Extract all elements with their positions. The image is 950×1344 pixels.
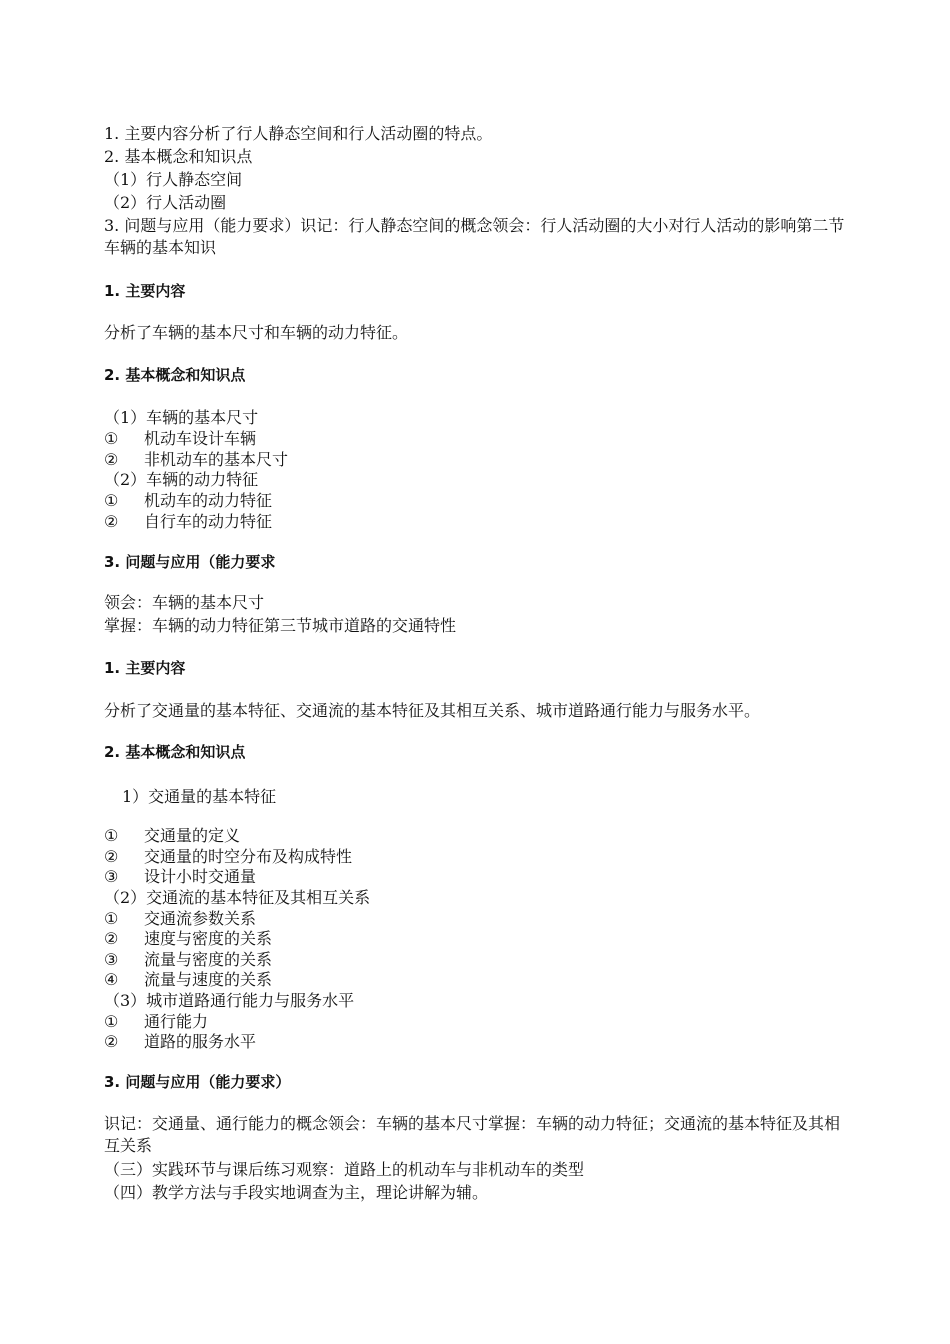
list-item-text: 机动车的动力特征 xyxy=(144,491,273,510)
section-heading: 3. 问题与应用（能力要求 xyxy=(104,553,276,571)
sub-item: （2）车辆的动力特征 xyxy=(104,470,259,489)
sub-item: 1）交通量的基本特征 xyxy=(122,787,277,806)
list-item xyxy=(104,1012,208,1032)
list-marker: ① xyxy=(104,1012,119,1031)
list-item: 1. 主要内容分析了行人静态空间和行人活动圈的特点。 xyxy=(104,124,493,143)
section-heading: 1. 主要内容 xyxy=(104,282,186,300)
section-heading: 1. 主要内容 xyxy=(104,659,186,677)
list-marker: ① xyxy=(104,491,119,510)
paragraph: 识记：交通量、通行能力的概念领会：车辆的基本尺寸掌握：车辆的动力特征；交通流的基本特征及其相互关系 xyxy=(104,1114,841,1155)
list-item xyxy=(104,929,272,949)
section-heading: 3. 问题与应用（能力要求） xyxy=(104,1073,291,1091)
list-item xyxy=(104,867,256,887)
list-item-text: 交通量的时空分布及构成特性 xyxy=(144,847,353,866)
list-marker: ① xyxy=(104,909,119,928)
list-marker: ④ xyxy=(104,970,119,989)
section-heading: 2. 基本概念和知识点 xyxy=(104,743,246,761)
list-item-text: 速度与密度的关系 xyxy=(144,929,273,948)
paragraph: 分析了车辆的基本尺寸和车辆的动力特征。 xyxy=(104,323,409,342)
list-item xyxy=(104,1032,256,1052)
sub-item: （1）车辆的基本尺寸 xyxy=(104,408,259,427)
list-item-text: 流量与密度的关系 xyxy=(144,950,273,969)
list-item-text: 自行车的动力特征 xyxy=(144,512,273,531)
list-marker: ② xyxy=(104,450,119,469)
list-item xyxy=(104,909,256,929)
list-item-text: 交通流参数关系 xyxy=(144,909,257,928)
paragraph: 分析了交通量的基本特征、交通流的基本特征及其相互关系、城市道路通行能力与服务水平。 xyxy=(104,701,761,720)
list-item-text: 设计小时交通量 xyxy=(144,867,257,886)
list-marker: ① xyxy=(104,429,119,448)
list-item-text: 非机动车的基本尺寸 xyxy=(144,450,289,469)
paragraph: （四）教学方法与手段实地调查为主，理论讲解为辅。 xyxy=(104,1183,489,1202)
list-item xyxy=(104,491,272,511)
list-item-text: 交通量的定义 xyxy=(144,826,241,845)
sub-item: （2）交通流的基本特征及其相互关系 xyxy=(104,888,371,907)
list-item xyxy=(104,429,256,449)
sub-item: （2）行人活动圈 xyxy=(104,193,227,212)
list-marker: ② xyxy=(104,1032,119,1051)
list-item xyxy=(104,970,272,990)
list-item-text: 流量与速度的关系 xyxy=(144,970,273,989)
list-item xyxy=(104,512,272,532)
list-marker: ③ xyxy=(104,867,119,886)
list-item: 2. 基本概念和知识点 xyxy=(104,147,253,166)
list-marker: ③ xyxy=(104,950,119,969)
paragraph: 3. 问题与应用（能力要求）识记：行人静态空间的概念领会：行人活动圈的大小对行人活动的影响第二节车辆的基本知识 xyxy=(104,216,845,257)
paragraph: 领会：车辆的基本尺寸 xyxy=(104,593,265,612)
list-item-text: 通行能力 xyxy=(144,1012,209,1031)
paragraph: （三）实践环节与课后练习观察：道路上的机动车与非机动车的类型 xyxy=(104,1160,585,1179)
list-item xyxy=(104,450,288,470)
list-marker: ② xyxy=(104,929,119,948)
list-item xyxy=(104,950,272,970)
section-heading: 2. 基本概念和知识点 xyxy=(104,366,246,384)
list-item-text: 机动车设计车辆 xyxy=(144,429,257,448)
list-item xyxy=(104,826,240,846)
paragraph: 掌握：车辆的动力特征第三节城市道路的交通特性 xyxy=(104,616,457,635)
sub-item: （1）行人静态空间 xyxy=(104,170,243,189)
list-marker: ② xyxy=(104,847,119,866)
list-item xyxy=(104,847,352,867)
sub-item: （3）城市道路通行能力与服务水平 xyxy=(104,991,355,1010)
list-marker: ① xyxy=(104,826,119,845)
list-marker: ② xyxy=(104,512,119,531)
list-item-text: 道路的服务水平 xyxy=(144,1032,257,1051)
